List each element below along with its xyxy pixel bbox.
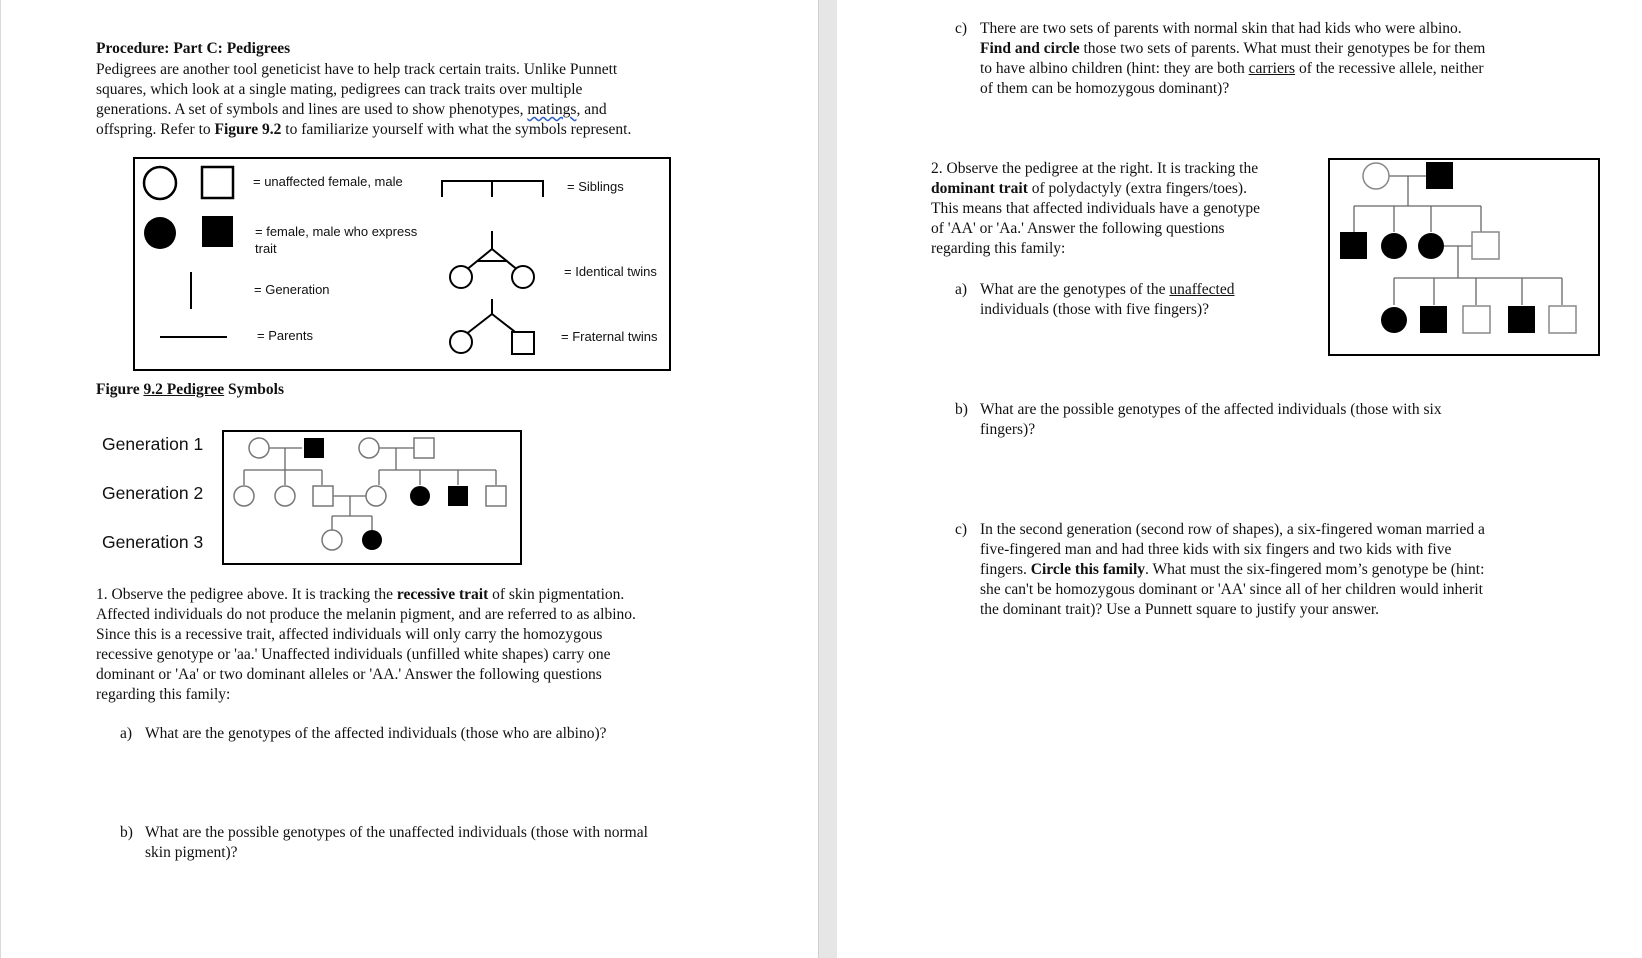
q2-line-5: regarding this family: xyxy=(931,240,1066,257)
legend-generation-label: = Generation xyxy=(254,282,330,297)
generation-1-label: Generation 1 xyxy=(102,434,204,454)
q1-line-2: Affected individuals do not produce the melanin pigment, and are referred to as albino. xyxy=(96,606,636,623)
right-page xyxy=(837,0,1642,958)
gen2-female-4-affected xyxy=(410,486,430,506)
q2-line-3: This means that affected individuals have a genotype xyxy=(931,200,1260,217)
gen2-female-1 xyxy=(234,486,254,506)
legend-unaffected-label: = unaffected female, male xyxy=(253,174,403,189)
polydactyly-pedigree xyxy=(1328,158,1600,356)
question-2c: c) In the second generation (second row of shapes), a six-fingered woman married a five-fingered man and had three kids with six fingers and two kids with five fingers. Circle this family. What must the six-fingered mom’s genotype be (hint: she can't be homozygous dominant or 'AA' since all of her children would inherit the dominant trait)? Use a Punnett square to justify your answer. xyxy=(955,521,1485,618)
gen3-female-1 xyxy=(322,530,342,550)
gen3-female-2-affected xyxy=(362,530,382,550)
p-gen3-male-2 xyxy=(1463,306,1490,333)
intro-line-2: squares, which look at a single mating, pedigrees can track traits over multiple xyxy=(96,81,583,98)
q1-line-5: dominant or 'Aa' or two dominant alleles or 'AA.' Answer the following questions xyxy=(96,666,602,683)
legend-siblings-label: = Siblings xyxy=(567,179,624,194)
question-2a: a) What are the genotypes of the unaffected individuals (those with five fingers)? xyxy=(955,281,1235,318)
legend-express-label-2: trait xyxy=(255,241,277,256)
fraternal-twins-symbol xyxy=(450,299,534,354)
question-1c: c) There are two sets of parents with normal skin that had kids who were albino. Find and circle those two sets of parents. What must their genotypes be for them to have albino children (hint: they are both carriers of the recessive allele, neither of them can be homozygous dominant)? xyxy=(955,20,1486,97)
p-gen3-male-1-affected xyxy=(1420,306,1447,333)
gen1-female-1 xyxy=(249,438,269,458)
p-gen2-female-2-affected xyxy=(1418,233,1444,259)
affected-female-symbol xyxy=(144,217,176,249)
page-gutter xyxy=(818,0,838,958)
unaffected-female-symbol xyxy=(144,167,176,199)
q1-line-1: 1. Observe the pedigree above. It is tracking the recessive trait of skin pigmentation. xyxy=(96,586,625,603)
gen2-male-1 xyxy=(313,486,333,506)
section-heading: Procedure: Part C: Pedigrees xyxy=(96,40,291,57)
generation-2-label: Generation 2 xyxy=(102,483,204,503)
gen2-female-2 xyxy=(275,486,295,506)
gen1-male-1-affected xyxy=(304,438,324,458)
legend-identical-label: = Identical twins xyxy=(564,264,657,279)
p-gen3-male-3-affected xyxy=(1508,306,1535,333)
p-gen2-male-2 xyxy=(1472,232,1499,259)
question-2b: b) What are the possible genotypes of the affected individuals (those with six fingers)? xyxy=(955,401,1442,438)
p-gen3-female-affected xyxy=(1381,307,1407,333)
p-gen3-male-4 xyxy=(1549,306,1576,333)
legend-fraternal-label: = Fraternal twins xyxy=(561,329,658,344)
intro-line-3: generations. A set of symbols and lines are used to show phenotypes, matings, and xyxy=(96,101,607,118)
p-gen2-female-1-affected xyxy=(1381,233,1407,259)
gen1-male-2 xyxy=(414,438,434,458)
pedigree-symbols-legend xyxy=(133,157,671,371)
q2-line-4: of 'AA' or 'Aa.' Answer the following questions xyxy=(931,220,1225,237)
figure-caption: Figure 9.2 Pedigree Symbols xyxy=(96,381,285,398)
q2-line-1: 2. Observe the pedigree at the right. It is tracking the xyxy=(931,160,1259,177)
q1-line-3: Since this is a recessive trait, affected individuals will only carry the homozygous xyxy=(96,626,603,643)
q1-line-4: recessive genotype or 'aa.' Unaffected individuals (unfilled white shapes) carry one xyxy=(96,646,611,663)
question-1b: b) What are the possible genotypes of the unaffected individuals (those with normal skin pigment)? xyxy=(120,824,648,861)
p-gen1-female xyxy=(1363,163,1389,189)
identical-twins-symbol xyxy=(450,231,534,288)
gen2-male-3 xyxy=(486,486,506,506)
intro-line-1: Pedigrees are another tool geneticist have to help track certain traits. Unlike Punnett xyxy=(96,61,618,78)
unaffected-male-symbol xyxy=(202,167,233,198)
legend-parents-label: = Parents xyxy=(257,328,314,343)
albinism-pedigree xyxy=(222,430,522,565)
intro-line-4: offspring. Refer to Figure 9.2 to familiarize yourself with what the symbols represent. xyxy=(96,121,632,138)
gen2-male-2-affected xyxy=(448,486,468,506)
q2-line-2: dominant trait of polydactyly (extra fingers/toes). xyxy=(931,180,1247,197)
question-1a: a) What are the genotypes of the affected individuals (those who are albino)? xyxy=(120,725,607,742)
legend-express-label: = female, male who express xyxy=(255,224,418,239)
q1-line-6: regarding this family: xyxy=(96,686,231,703)
generation-3-label: Generation 3 xyxy=(102,532,204,552)
gen2-female-3 xyxy=(366,486,386,506)
p-gen2-male-affected xyxy=(1340,232,1367,259)
p-gen1-male-affected xyxy=(1426,162,1453,189)
affected-male-symbol xyxy=(202,216,233,247)
gen1-female-2 xyxy=(359,438,379,458)
